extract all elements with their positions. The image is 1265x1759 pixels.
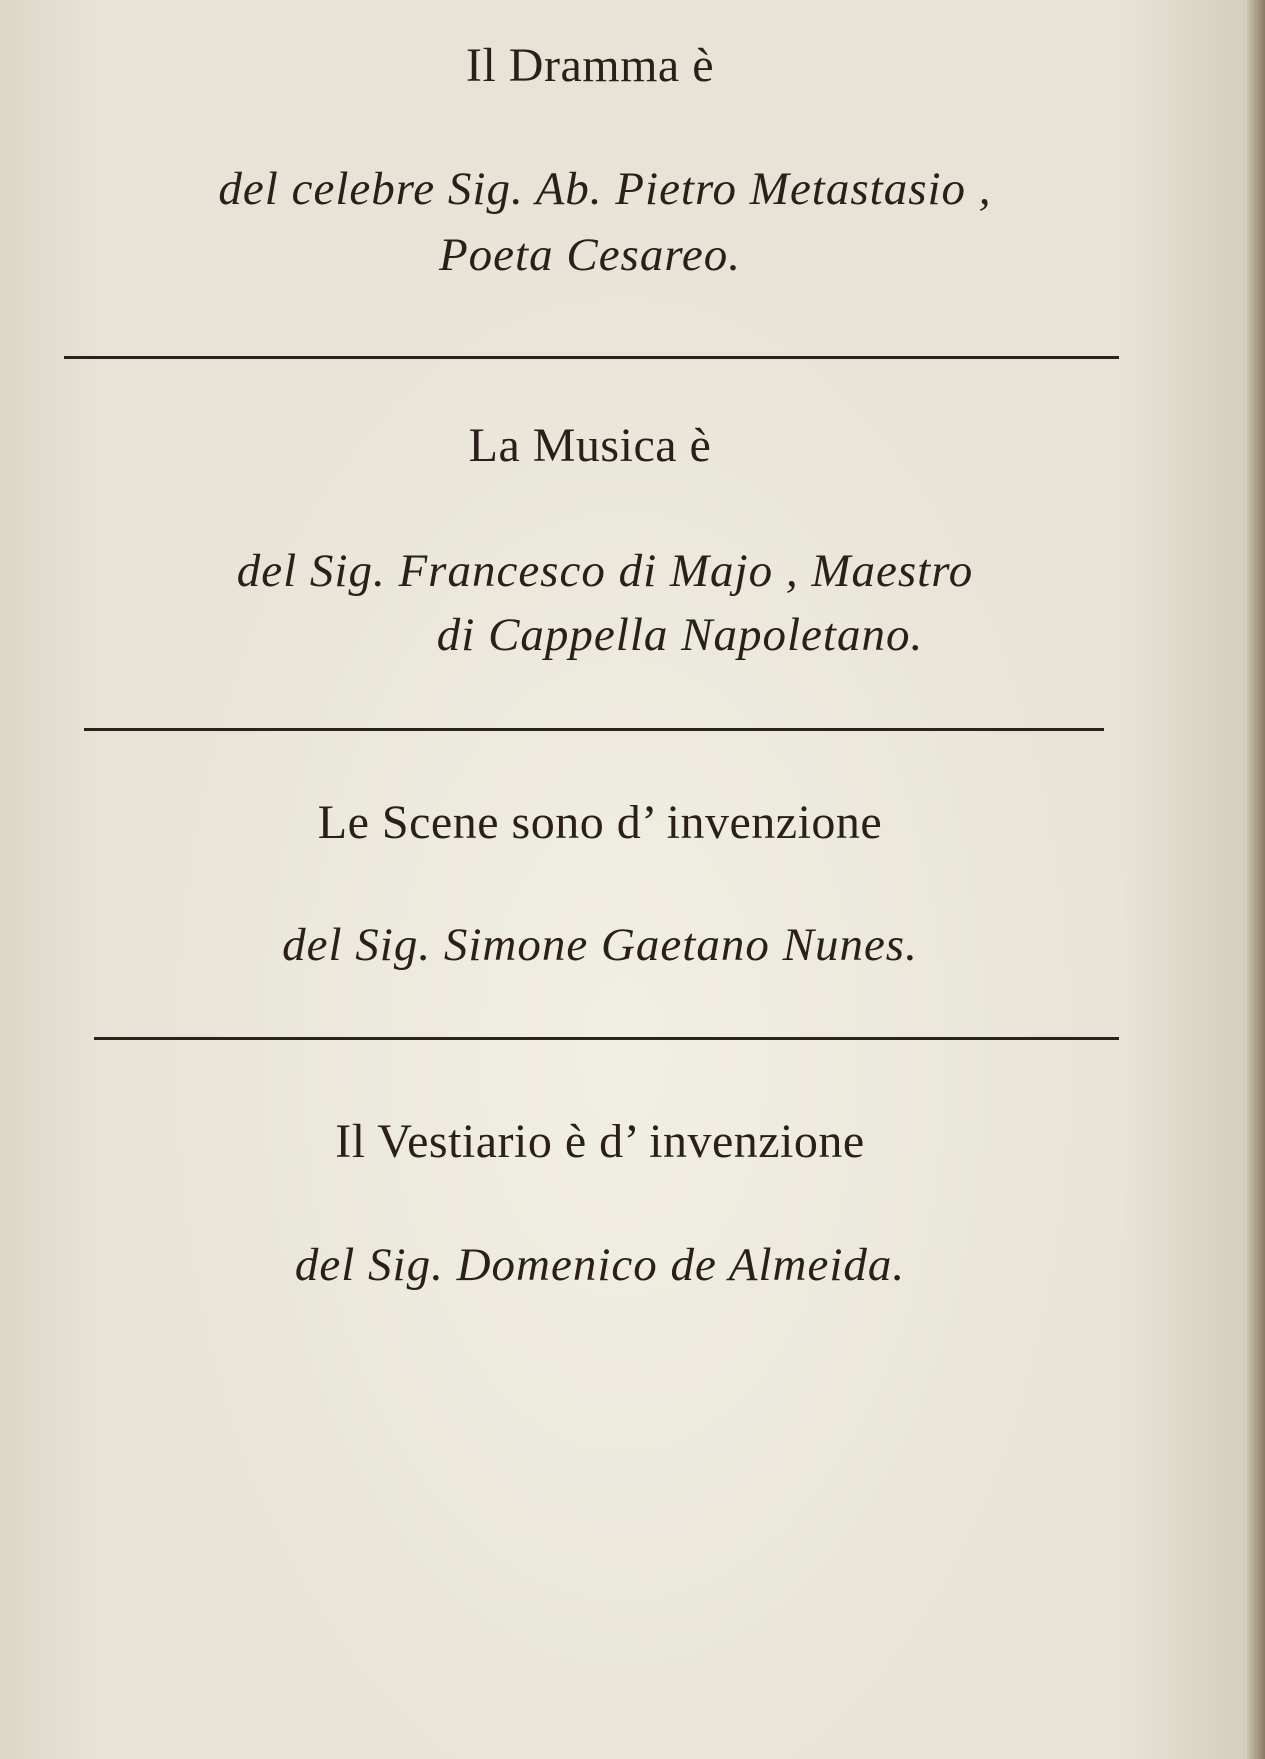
scenes-heading: Le Scene sono d’ invenzione [317, 796, 883, 849]
drama-author-line-1: del celebre Sig. Ab. Pietro Metastasio , [218, 163, 992, 215]
divider-rule-3 [94, 1037, 1119, 1040]
divider-rule-1 [64, 356, 1119, 359]
page-edge-shadow [1247, 0, 1265, 1759]
music-heading: La Musica è [468, 419, 712, 472]
drama-author-line-2: Poeta Cesareo. [438, 229, 742, 281]
scenes-designer-line: del Sig. Simone Gaetano Nunes. [282, 919, 918, 971]
music-composer-line-2: di Cappella Napoletano. [436, 609, 924, 661]
music-composer-line-1: del Sig. Francesco di Majo , Maestro [236, 545, 974, 597]
divider-rule-2 [84, 728, 1104, 731]
drama-heading: Il Dramma è [465, 39, 715, 92]
costumes-heading: Il Vestiario è d’ invenzione [335, 1115, 865, 1168]
costumes-designer-line: del Sig. Domenico de Almeida. [294, 1239, 906, 1291]
